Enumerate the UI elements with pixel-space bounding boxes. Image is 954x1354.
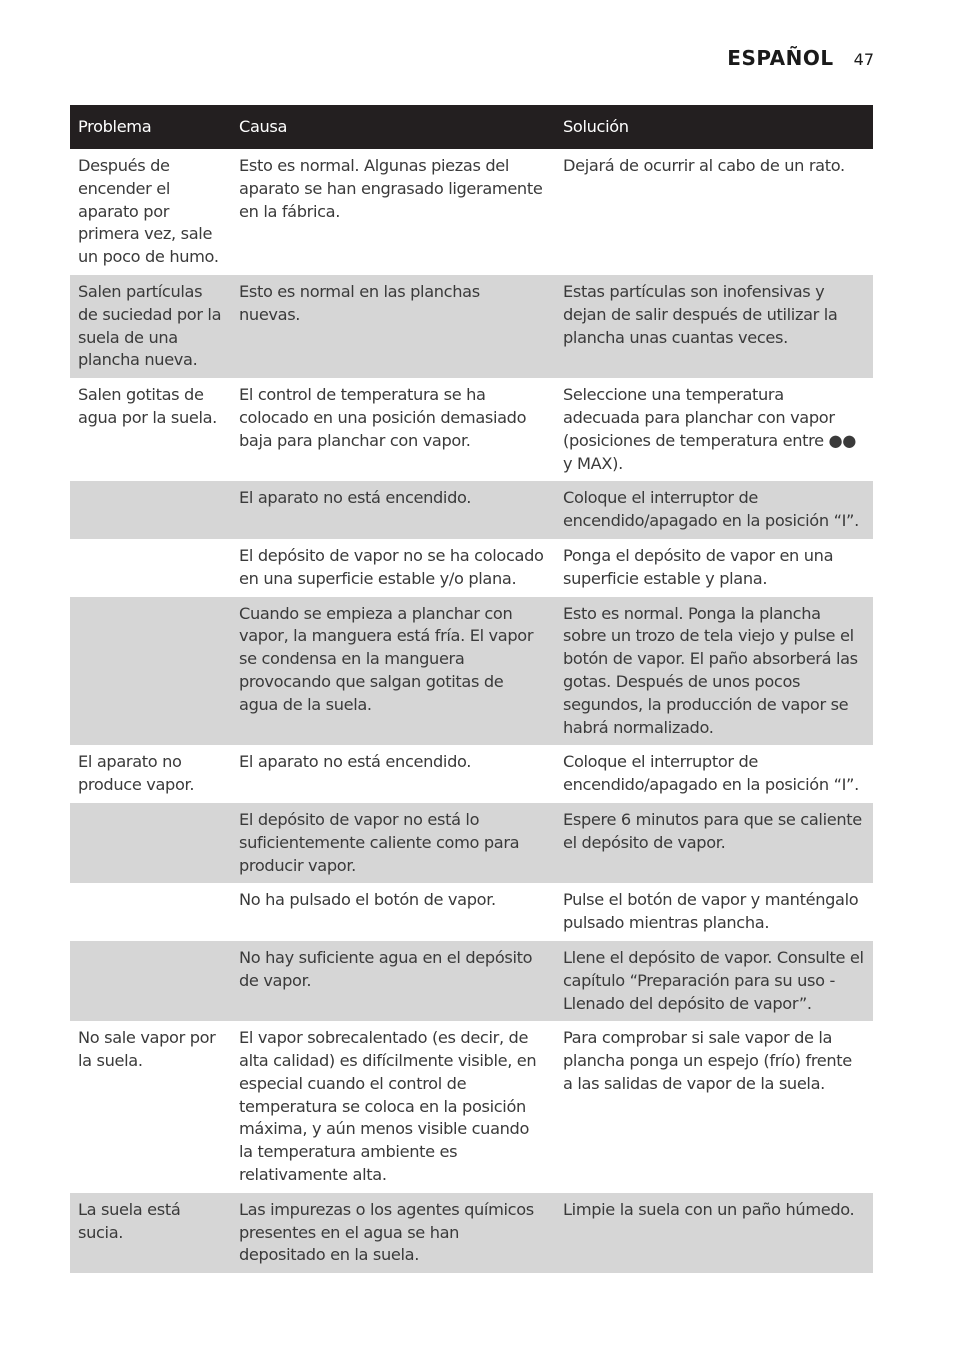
cause-cell: Cuando se empieza a planchar con vapor, la manguera está fría. El vapor se condensa en la manguera provocando que salgan gotitas de agua de la suela. <box>231 597 555 746</box>
solution-cell: Seleccione una temperatura adecuada para planchar con vapor (posiciones de temperatura entre ●● y MAX). <box>563 385 857 473</box>
solution-cell: Pulse el botón de vapor y manténgalo pulsado mientras plancha. <box>563 890 859 933</box>
problem-cell <box>70 941 231 1021</box>
table-body <box>70 149 873 1273</box>
troubleshooting-table <box>70 105 873 1273</box>
page-header <box>727 46 874 70</box>
table-row <box>70 149 873 275</box>
table-row <box>70 803 873 883</box>
solution-cell: Limpie la suela con un paño húmedo. <box>555 1193 873 1273</box>
problem-cell: Después de encender el aparato por primera vez, sale un poco de humo. <box>78 156 219 267</box>
table-row <box>70 539 873 597</box>
table-header-row <box>70 105 873 149</box>
problem-cell <box>70 539 231 597</box>
cause-cell: Esto es normal. Algunas piezas del aparato se han engrasado ligeramente en la fábrica. <box>239 156 543 221</box>
problem-cell: El aparato no produce vapor. <box>78 752 195 795</box>
problem-cell <box>70 597 231 746</box>
problem-cell: No sale vapor por la suela. <box>78 1028 216 1071</box>
table-row <box>70 745 873 803</box>
solution-cell: Espere 6 minutos para que se caliente el depósito de vapor. <box>555 803 873 883</box>
solution-cell: Para comprobar si sale vapor de la plancha ponga un espejo (frío) frente a las salidas de vapor de la suela. <box>563 1028 852 1093</box>
solution-cell: Dejará de ocurrir al cabo de un rato. <box>563 156 845 175</box>
table-row <box>70 1021 873 1193</box>
solution-cell: Llene el depósito de vapor. Consulte el capítulo “Preparación para su uso - Llenado del depósito de vapor”. <box>555 941 873 1021</box>
cause-cell: No ha pulsado el botón de vapor. <box>239 890 496 910</box>
problem-cell: Salen gotitas de agua por la suela. <box>78 385 217 427</box>
table-row <box>70 941 873 1021</box>
problem-cell <box>70 883 231 941</box>
column-header-problem: Problema <box>70 105 231 149</box>
problem-cell: Salen partículas de suciedad por la suela de una plancha nueva. <box>70 275 231 378</box>
cause-cell: El control de temperatura se ha colocado en una posición demasiado baja para planchar con vapor. <box>239 385 527 450</box>
solution-cell: Coloque el interruptor de encendido/apagado en la posición “I”. <box>563 752 859 795</box>
table-row <box>70 883 873 941</box>
problem-cell <box>70 803 231 883</box>
solution-cell: Coloque el interruptor de encendido/apagado en la posición “I”. <box>555 481 873 539</box>
problem-cell <box>70 481 231 539</box>
table-row <box>70 275 873 378</box>
problem-cell: La suela está sucia. <box>70 1193 231 1273</box>
cause-cell: No hay suficiente agua en el depósito de vapor. <box>231 941 555 1021</box>
table-row <box>70 481 873 539</box>
cause-cell: El depósito de vapor no está lo suficientemente caliente como para producir vapor. <box>231 803 555 883</box>
cause-cell: Esto es normal en las planchas nuevas. <box>231 275 555 378</box>
page-number: 47 <box>853 50 874 69</box>
column-header-solution: Solución <box>555 105 873 149</box>
column-header-cause: Causa <box>231 105 555 149</box>
cause-cell: El aparato no está encendido. <box>231 481 555 539</box>
cause-cell: El vapor sobrecalentado (es decir, de alta calidad) es difícilmente visible, en especial cuando el control de temperatura se coloca en la posición máxima, y aún menos visible cuando la temperatura ambiente es relativamente alta. <box>239 1028 537 1185</box>
table-row <box>70 378 873 481</box>
solution-cell: Estas partículas son inofensivas y dejan de salir después de utilizar la plancha unas cuantas veces. <box>555 275 873 378</box>
table-row <box>70 597 873 746</box>
solution-cell: Esto es normal. Ponga la plancha sobre un trozo de tela viejo y pulse el botón de vapor. El paño absorberá las gotas. Después de unos pocos segundos, la producción de vapor se habrá normalizado. <box>555 597 873 746</box>
solution-cell: Ponga el depósito de vapor en una superficie estable y plana. <box>563 545 834 588</box>
table-row <box>70 1193 873 1273</box>
cause-cell: El aparato no está encendido. <box>239 752 472 772</box>
cause-cell: El depósito de vapor no se ha colocado en una superficie estable y/o plana. <box>239 545 544 588</box>
cause-cell: Las impurezas o los agentes químicos presentes en el agua se han depositado en la suela. <box>231 1193 555 1273</box>
language-label: ESPAÑOL <box>727 46 834 70</box>
